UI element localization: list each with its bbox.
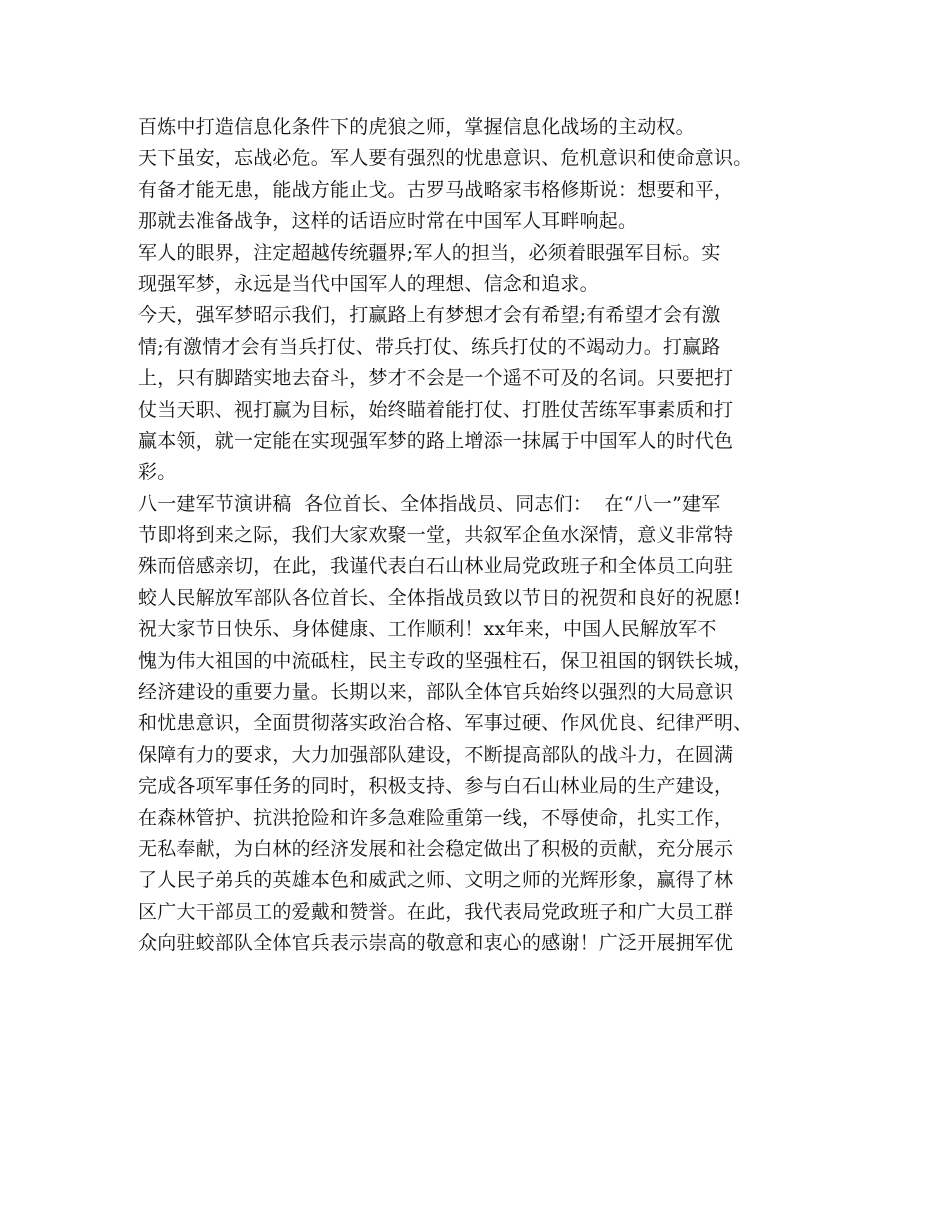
- text-line: 仗当天职、视打赢为目标，始终瞄着能打仗、打胜仗苦练军事素质和打: [138, 398, 734, 421]
- text-line: 现强军梦，永远是当代中国军人的理想、信念和追求。: [138, 272, 599, 295]
- text-line: 百炼中打造信息化条件下的虎狼之师，掌握信息化战场的主动权。: [138, 116, 695, 138]
- text-line: 祝大家节日快乐、身体健康、工作顺利！xx年来，中国人民解放军不: [138, 618, 717, 641]
- speech-title-line: 八一建军节演讲稿 各位首长、全体指战员、同志们： 在“八一”建军: [138, 492, 721, 515]
- text-line: 殊而倍感亲切，在此，我谨代表白石山林业局党政班子和全体员工向驻: [138, 555, 734, 578]
- text-line: 节即将到来之际，我们大家欢聚一堂，共叙军企鱼水深情，意义非常特: [138, 524, 734, 547]
- text-line: 蛟人民解放军部队各位首长、全体指战员致以节日的祝贺和良好的祝愿!: [138, 586, 742, 609]
- text-line: 那就去准备战争，这样的话语应时常在中国军人耳畔响起。: [138, 210, 638, 233]
- text-line: 众向驻蛟部队全体官兵表示崇高的敬意和衷心的感谢！广泛开展拥军优: [138, 932, 734, 955]
- text-line: 区广大干部员工的爱戴和赞誉。在此，我代表局党政班子和广大员工群: [138, 900, 734, 923]
- text-line: 天下虽安，忘战必危。军人要有强烈的忧患意识、危机意识和使命意识。: [138, 147, 753, 170]
- text-line: 完成各项军事任务的同时，积极支持、参与白石山林业局的生产建设，: [138, 775, 734, 798]
- text-line: 愧为伟大祖国的中流砥柱，民主专政的坚强柱石，保卫祖国的钢铁长城，: [138, 649, 753, 672]
- text-line: 保障有力的要求，大力加强部队建设，不断提高部队的战斗力，在圆满: [138, 743, 734, 766]
- text-line: 军人的眼界，注定超越传统疆界;军人的担当，必须着眼强军目标。实: [138, 241, 721, 264]
- text-line: 在森林管护、抗洪抢险和许多急难险重第一线，不辱使命，扎实工作，: [138, 806, 734, 829]
- text-line: 有备才能无患，能战方能止戈。古罗马战略家韦格修斯说：想要和平，: [138, 178, 734, 201]
- text-line: 经济建设的重要力量。长期以来，部队全体官兵始终以强烈的大局意识: [138, 681, 734, 704]
- text-line: 上，只有脚踏实地去奋斗，梦才不会是一个遥不可及的名词。只要把打: [138, 367, 734, 390]
- document-body: [138, 112, 838, 960]
- text-line: 和忧患意识，全面贯彻落实政治合格、军事过硬、作风优良、纪律严明、: [138, 712, 753, 735]
- text-line: 无私奉献，为白林的经济发展和社会稳定做出了积极的贡献，充分展示: [138, 837, 734, 860]
- text-line: 情;有激情才会有当兵打仗、带兵打仗、练兵打仗的不竭动力。打赢路: [138, 335, 721, 358]
- text-line: 赢本领，就一定能在实现强军梦的路上增添一抹属于中国军人的时代色: [138, 429, 734, 452]
- text-line: 今天，强军梦昭示我们，打赢路上有梦想才会有希望;有希望才会有激: [138, 304, 721, 327]
- text-line: 了人民子弟兵的英雄本色和威武之师、文明之师的光辉形象，赢得了林: [138, 869, 734, 892]
- text-line: 彩。: [138, 461, 177, 484]
